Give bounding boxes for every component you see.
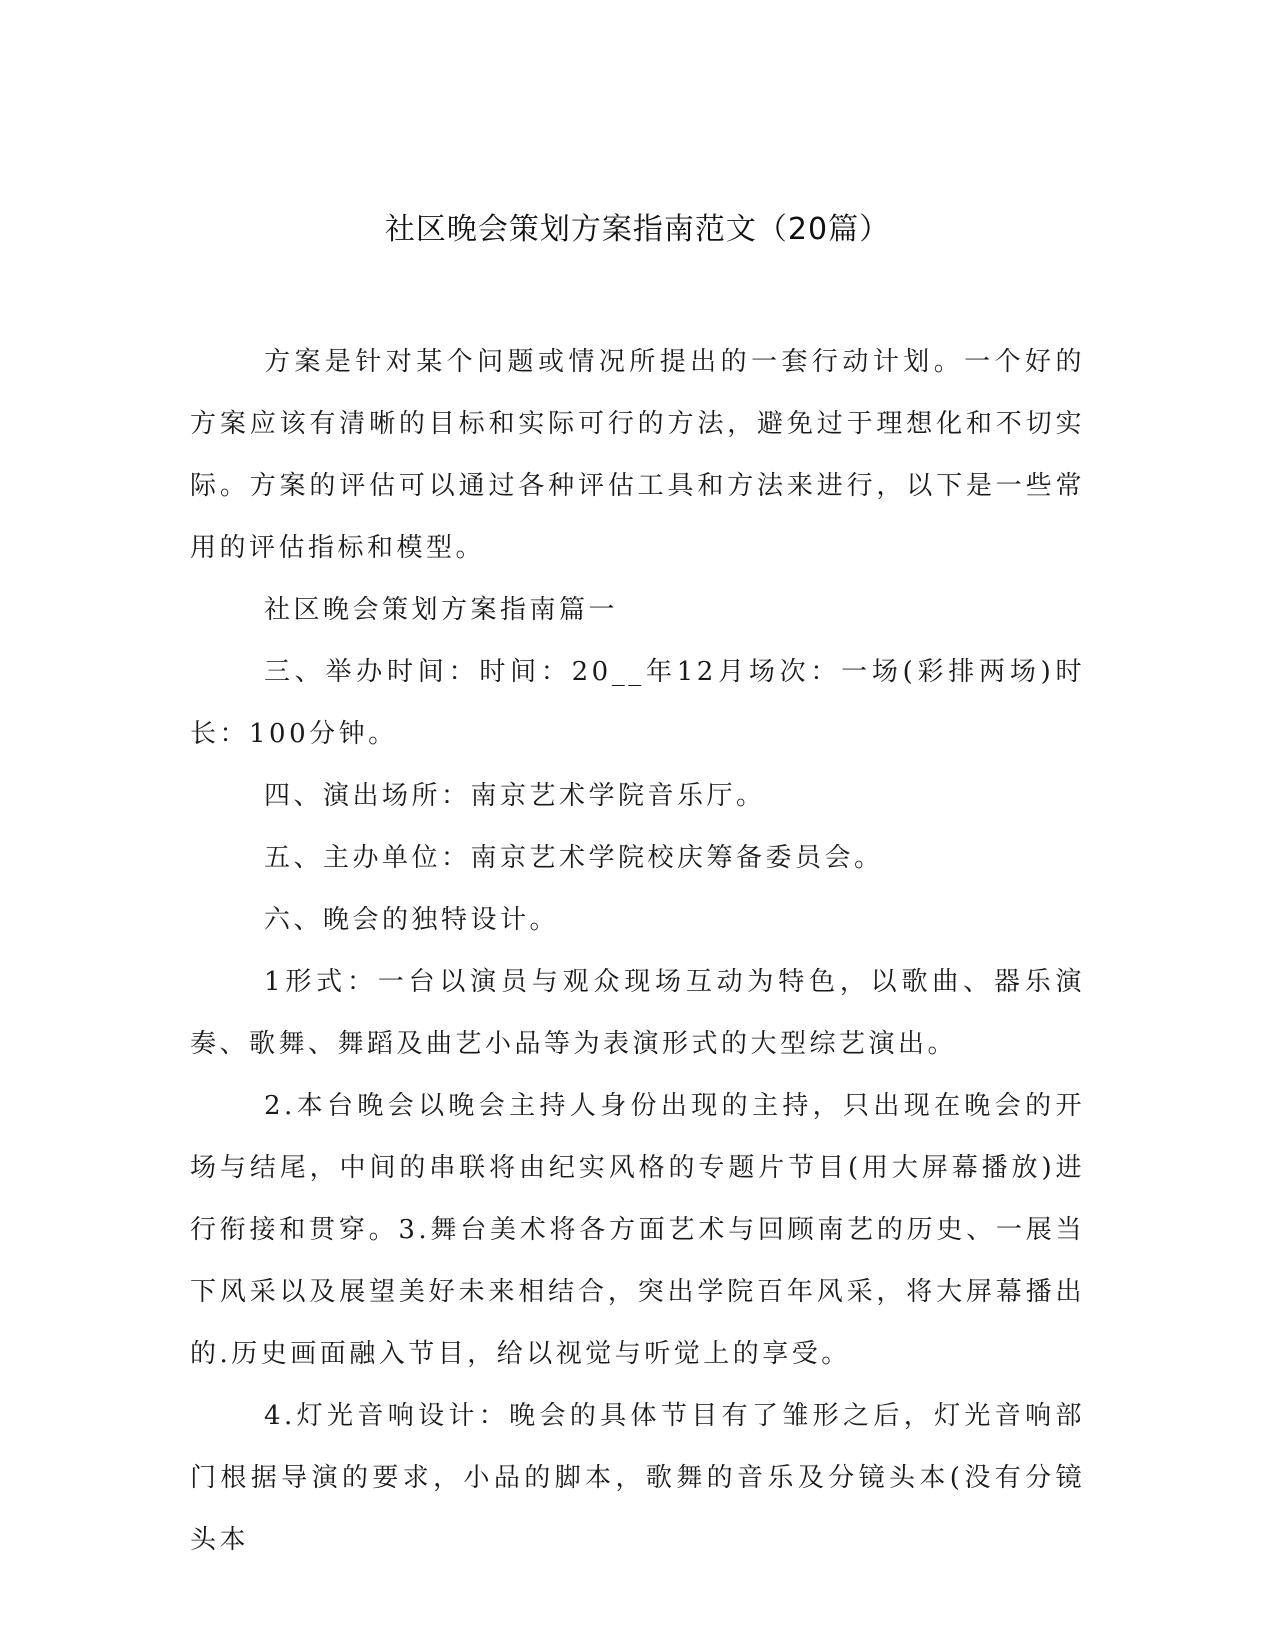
paragraph-organizer: 五、主办单位：南京艺术学院校庆筹备委员会。 — [264, 843, 884, 873]
paragraph-time: 三、举办时间：时间：20__年12月场次：一场(彩排两场)时长：100分钟。 — [190, 657, 1085, 749]
paragraph-lighting: 4.灯光音响设计：晚会的具体节目有了雏形之后，灯光音响部门根据导演的要求，小品的脚本，歌舞的音乐及分镜头本(没有分镜头本 — [190, 1401, 1085, 1555]
paragraph-design: 六、晚会的独特设计。 — [264, 905, 560, 935]
section-heading: 社区晚会策划方案指南篇一 — [264, 595, 619, 625]
intro-paragraph: 方案是针对某个问题或情况所提出的一套行动计划。一个好的方案应该有清晰的目标和实际可行的方法，避免过于理想化和不切实际。方案的评估可以通过各种评估工具和方法来进行，以下是一些常用的评估指标和模型。 — [190, 347, 1085, 563]
document-title: 社区晚会策划方案指南范文（20篇） — [384, 212, 891, 247]
paragraph-form: 1形式：一台以演员与观众现场互动为特色，以歌曲、器乐演奏、歌舞、舞蹈及曲艺小品等为表演形式的大型综艺演出。 — [190, 967, 1085, 1059]
paragraph-venue: 四、演出场所：南京艺术学院音乐厅。 — [264, 781, 766, 811]
document-body — [190, 331, 1085, 1571]
paragraph-host-stage: 2.本台晚会以晚会主持人身份出现的主持，只出现在晚会的开场与结尾，中间的串联将由纪实风格的专题片节目(用大屏幕播放)进行衔接和贯穿。3.舞台美术将各方面艺术与回顾南艺的历史、一展当下风采以及展望美好未来相结合，突出学院百年风采，将大屏幕播出的.历史画面融入节目，给以视觉与听觉上的享受。 — [190, 1091, 1085, 1369]
